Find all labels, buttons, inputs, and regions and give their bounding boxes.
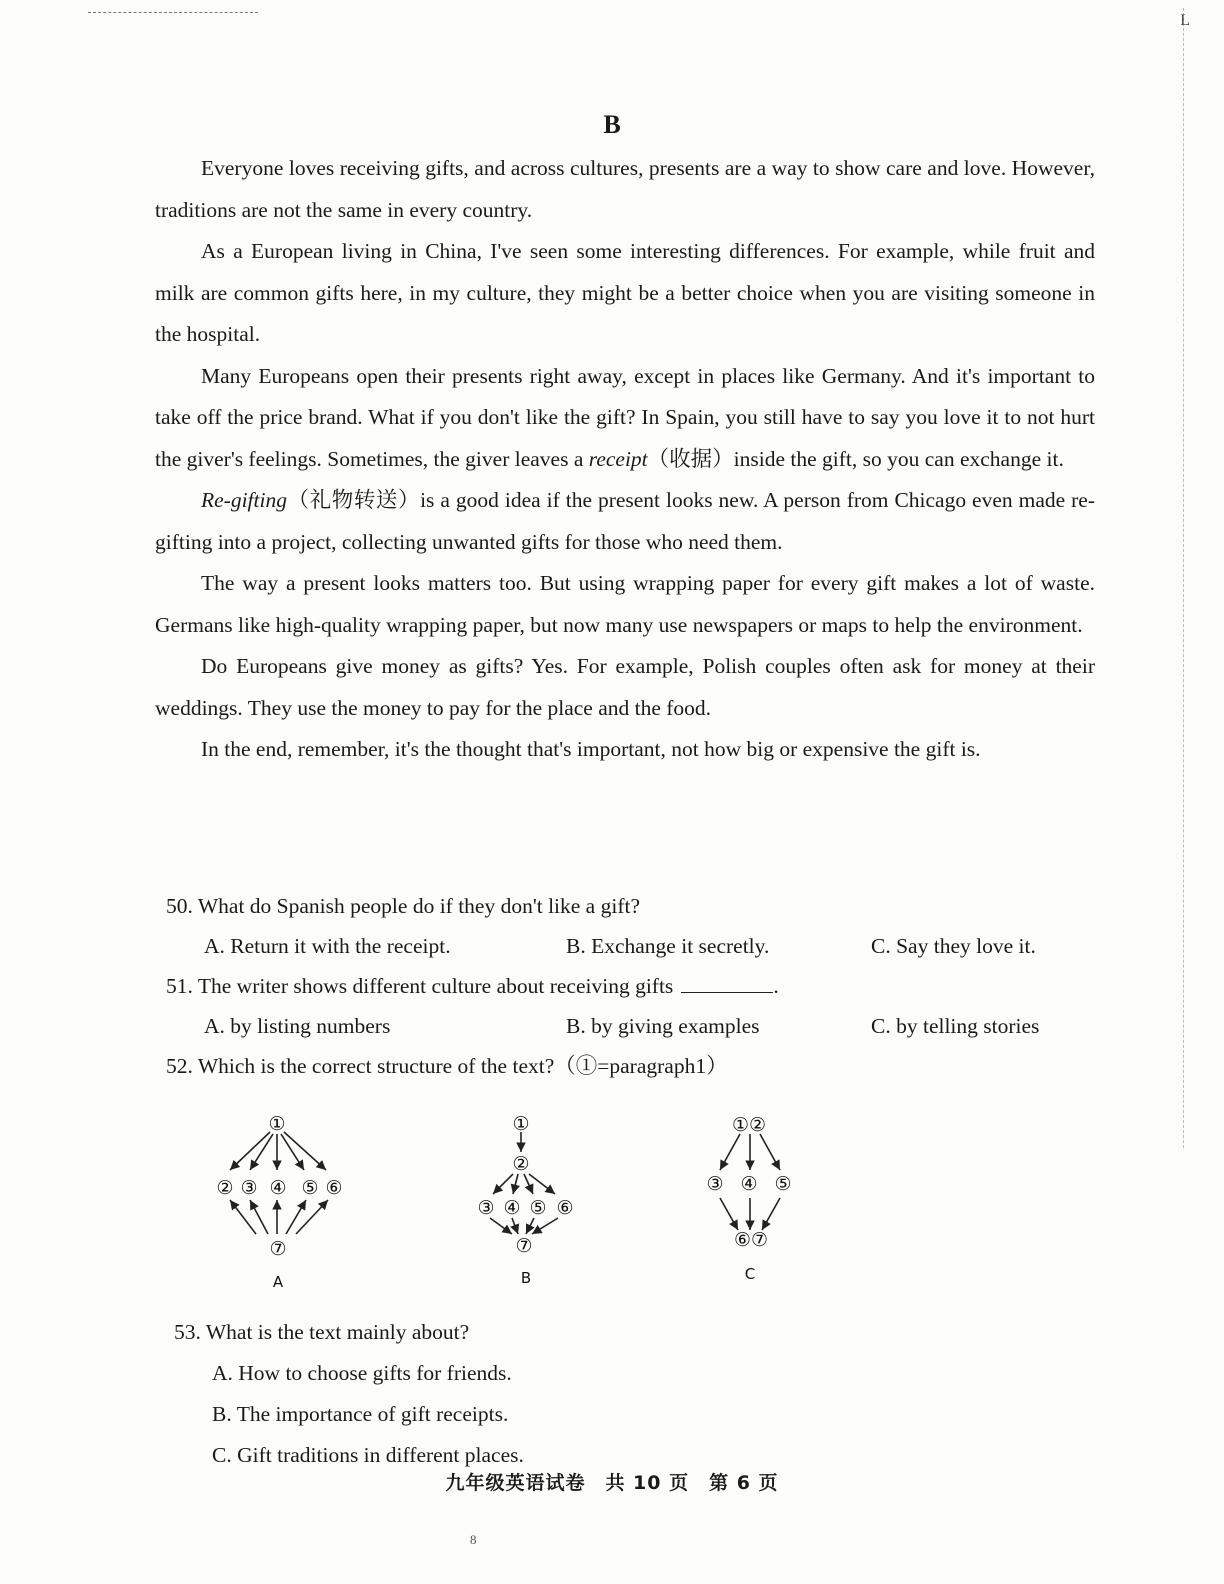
paragraph-5: The way a present looks matters too. But using wrapping paper for every gift makes a lot of waste. Germans like high-quality wrapping paper, but now many use newspapers or maps to help the environment. bbox=[155, 571, 1095, 637]
paragraph-3-tail: （收据）inside the gift, so you can exchange it. bbox=[647, 446, 1064, 471]
option-a: A. Return it with the receipt. bbox=[204, 934, 451, 958]
diagram-b-node-top: ① bbox=[512, 1113, 530, 1135]
diagram-c-node: ⑤ bbox=[774, 1173, 792, 1195]
question-51 bbox=[166, 966, 1106, 1006]
scan-edge-right bbox=[1181, 8, 1184, 1148]
paragraph-3-text: Many Europeans open their presents right away, except in places like Germany. And it's important to take off the price brand. What if you don't like the gift? In Spain, you still have to say you love it to not hurt the giver's feelings. Sometimes, the giver leaves a bbox=[155, 363, 1095, 471]
option-a: A. How to choose gifts for friends. bbox=[212, 1361, 512, 1385]
diagram-b-node: ⑤ bbox=[529, 1197, 547, 1219]
option-b: B. Exchange it secretly. bbox=[566, 934, 770, 958]
section-title: B bbox=[603, 110, 621, 139]
question-53: 53. What is the text mainly about? bbox=[174, 1320, 470, 1344]
word-regifting: Re-gifting bbox=[201, 488, 287, 512]
option-c: C. Say they love it. bbox=[871, 934, 1036, 958]
page-footer: 九年级英语试卷 共 10 页 第 6 页 bbox=[445, 1472, 779, 1494]
structure-diagrams bbox=[190, 1102, 830, 1292]
reading-passage bbox=[155, 148, 1095, 771]
diagram-c-node: ④ bbox=[740, 1173, 758, 1195]
paragraph-4-tail: （礼物转送）is a good idea if the present looks new. A person from Chicago even made re-gifting into a project, collecting unwanted gifts for those who need them. bbox=[155, 488, 1095, 554]
diagram-a-node-top: ① bbox=[268, 1113, 286, 1135]
questions-block bbox=[166, 886, 1106, 1086]
diagram-b-node: ⑥ bbox=[556, 1197, 574, 1219]
paragraph-4 bbox=[155, 480, 1095, 563]
diagram-a-label: A bbox=[272, 1273, 284, 1291]
diagram-a-node: ⑥ bbox=[325, 1177, 343, 1199]
question-51-options bbox=[166, 1006, 1106, 1046]
diagram-a-node: ⑤ bbox=[301, 1177, 319, 1199]
diagram-c-node-bottom: ⑥⑦ bbox=[733, 1229, 769, 1251]
diagram-b-node-bottom: ⑦ bbox=[515, 1235, 533, 1257]
diagram-a-node-bottom: ⑦ bbox=[269, 1238, 287, 1260]
corner-mark: L bbox=[1180, 12, 1190, 29]
diagram-b-node-second: ② bbox=[512, 1153, 530, 1175]
diagram-c-node-top: ①② bbox=[731, 1114, 767, 1136]
diagram-c-label: C bbox=[744, 1265, 756, 1283]
diagram-b-node: ③ bbox=[477, 1197, 495, 1219]
paragraph-1: Everyone loves receiving gifts, and across cultures, presents are a way to show care and love. However, traditions are not the same in every country. bbox=[155, 156, 1095, 222]
diagram-b-label: B bbox=[520, 1269, 532, 1287]
diagram-c-node: ③ bbox=[706, 1173, 724, 1195]
diagram-a-node: ③ bbox=[240, 1177, 258, 1199]
option-c: C. Gift traditions in different places. bbox=[212, 1443, 524, 1467]
scan-edge-line bbox=[88, 12, 258, 13]
question-50-options bbox=[166, 926, 1106, 966]
question-53-block bbox=[174, 1312, 524, 1476]
option-b: B. The importance of gift receipts. bbox=[212, 1402, 509, 1426]
question-52: 52. Which is the correct structure of the text?（①=paragraph1） bbox=[166, 1054, 728, 1078]
paragraph-7: In the end, remember, it's the thought that's important, not how big or expensive the gift is. bbox=[201, 737, 981, 761]
option-a: A. by listing numbers bbox=[204, 1014, 391, 1038]
option-c: C. by telling stories bbox=[871, 1014, 1040, 1038]
word-receipt: receipt bbox=[588, 446, 648, 471]
stray-mark: 8 bbox=[470, 1532, 477, 1547]
diagram-b-node: ④ bbox=[503, 1197, 521, 1219]
paragraph-2: As a European living in China, I've seen some interesting differences. For example, while fruit and milk are common gifts here, in my culture, they might be a better choice when you are visiting someone in the hospital. bbox=[155, 239, 1095, 346]
answer-blank bbox=[681, 974, 773, 993]
option-b: B. by giving examples bbox=[566, 1014, 760, 1038]
paragraph-6: Do Europeans give money as gifts? Yes. For example, Polish couples often ask for money at their weddings. They use the money to pay for the place and the food. bbox=[155, 654, 1095, 720]
paragraph-3 bbox=[155, 356, 1095, 481]
question-51-end: . bbox=[773, 974, 779, 998]
diagram-a-node: ② bbox=[216, 1177, 234, 1199]
diagram-a-node: ④ bbox=[269, 1177, 287, 1199]
question-50: 50. What do Spanish people do if they don't like a gift? bbox=[166, 894, 640, 918]
question-51-stem: 51. The writer shows different culture about receiving gifts bbox=[166, 974, 674, 998]
